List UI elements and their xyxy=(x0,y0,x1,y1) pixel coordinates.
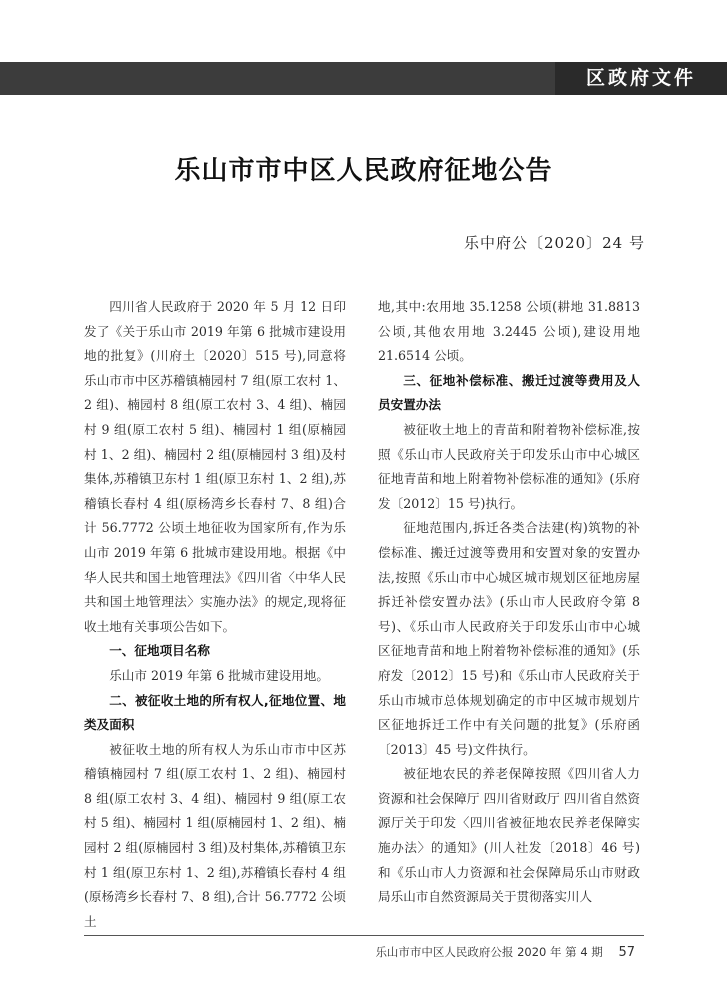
publication-name: 乐山市市中区人民政府公报 2020 年 第 4 期 xyxy=(375,945,603,959)
right-column xyxy=(378,295,640,910)
paragraph-crop-compensation: 被征收土地上的青苗和附着物补偿标准,按照《乐山市人民政府关于印发乐山市中心城区征地青苗和地上附着物补偿标准的通知》(乐府发〔2012〕15 号)执行。 xyxy=(378,421,640,511)
heading-land-owners: 二、被征收土地的所有权人,征地位置、地类及面积 xyxy=(84,692,346,733)
page-footer xyxy=(375,944,635,960)
paragraph-pension: 被征地农民的养老保障按照《四川省人力资源和社会保障厅 四川省财政厅 四川省自然资源厅关于印发〈四川省被征地农民养老保障实施办法〉的通知》(川人社发〔2018〕46 号)和《乐山市人力资源和社会保障局乐山市财政局乐山市自然资源局关于贯彻落实川人 xyxy=(378,766,640,905)
document-title: 乐山市市中区人民政府征地公告 xyxy=(174,156,553,186)
paragraph-relocation: 征地范围内,拆迁各类合法建(构)筑物的补偿标准、搬迁过渡等费用和安置对象的安置办法,按照《乐山市中心城区城市规划区征地房屋拆迁补偿安置办法》(乐山市人民政府令第 8 号)、《乐山市人民政府关于印发乐山市中心城区征地青苗和地上附着物补偿标准的通知》(乐府发〔2012〕15 号)和《乐山市人民政府关于乐山市城市总体规划确定的市中区城市规划片区征地拆迁工作中有关问题的批复》(乐府函〔2013〕45 号)文件执行。 xyxy=(378,520,640,757)
page-number: 57 xyxy=(618,945,635,960)
document-number: 乐中府公〔2020〕24 号 xyxy=(463,234,645,252)
heading-compensation: 三、征地补偿标准、搬迁过渡等费用及人员安置办法 xyxy=(378,372,640,413)
paragraph-land-owners: 被征收土地的所有权人为乐山市市中区苏稽镇楠园村 7 组(原工农村 1、2 组)、楠园村 8 组(原工农村 3、4 组)、楠园村 9 组(原工农村 5 组)、楠园村 1 组(原楠园村 1、2 组)、楠园村 2 组(原楠园村 3 组)及村集体,苏稽镇卫东村 1 组(原卫东村 1、2 组),苏稽镇长春村 4 组(原杨湾乡长春村 7、8 组),合计 56.7772 公顷土 xyxy=(84,741,346,929)
paragraph-project-name: 乐山市 2019 年第 6 批城市建设用地。 xyxy=(109,667,329,683)
paragraph-land-owners-continued: 地,其中:农用地 35.1258 公顷(耕地 31.8813 公顷,其他农用地 3.2445 公顷),建设用地 21.6514 公顷。 xyxy=(378,299,640,364)
heading-project-name: 一、征地项目名称 xyxy=(109,643,210,659)
footer-rule xyxy=(84,935,644,936)
section-label: 区政府文件 xyxy=(555,62,727,95)
paragraph-intro: 四川省人民政府于 2020 年 5 月 12 日印发了《关于乐山市 2019 年第 6 批城市建设用地的批复》(川府土〔2020〕515 号),同意将乐山市市中区苏稽镇楠园村 7 组(原工农村 1、2 组)、楠园村 8 组(原工农村 3、4 组)、楠园村 9 组(原工农村 5 组)、楠园村 1 组(原楠园村 1、2 组)、楠园村 2 组(原楠园村 3 组)及村集体,苏稽镇卫东村 1 组(原卫东村 1、2 组),苏稽镇长春村 4 组(原杨湾乡长春村 7、8 组)合计 56.7772 公顷土地征收为国家所有,作为乐山市 2019 年第 6 批城市建设用地。根据《中华人民共和国土地管理法》《四川省〈中华人民共和国土地管理法〉实施办法》的规定,现将征收土地有关事项公告如下。 xyxy=(84,299,346,634)
left-column xyxy=(84,295,346,934)
